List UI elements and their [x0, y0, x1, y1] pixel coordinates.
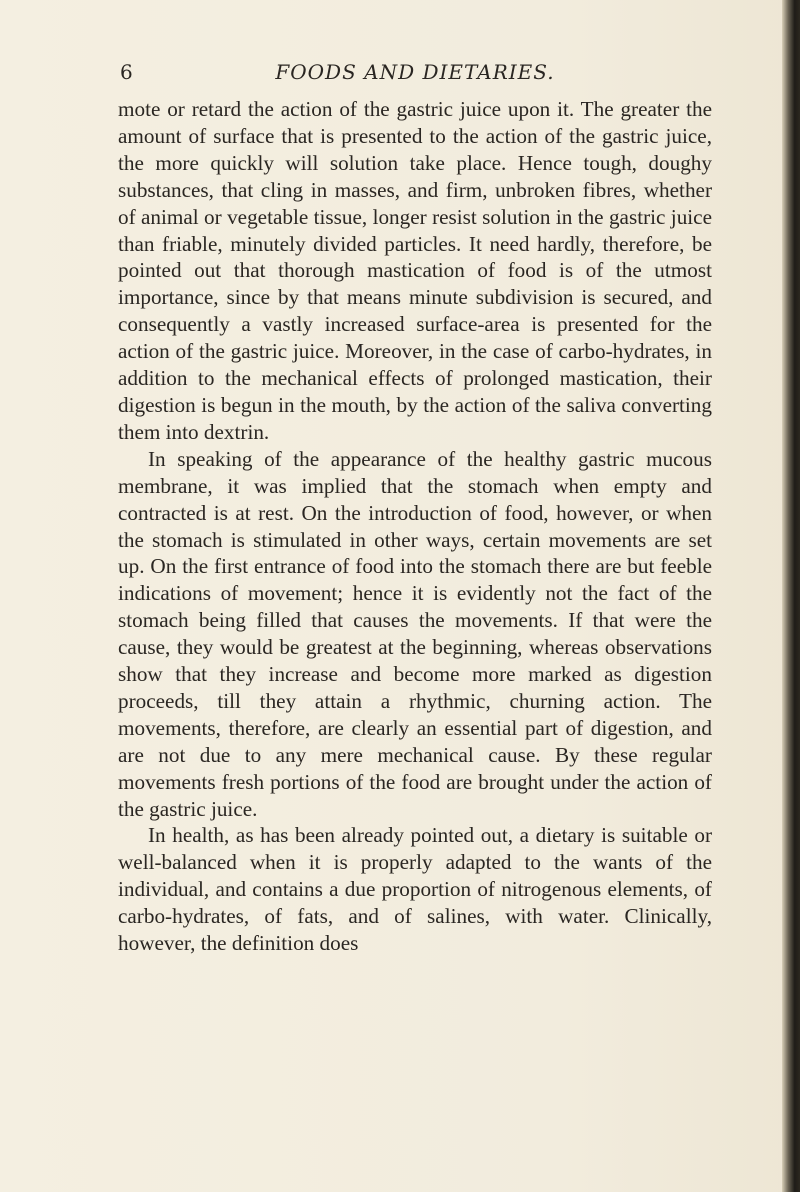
- paragraph-dietary-definition: In health, as has been already pointed out, a dietary is suitable or well-balanced when it is properly adapted to the wants of the individual, and contains a due proportion of nitrogenous elements, of carbo-hydrates, of fats, and of salines, with water. Clinically, however, the definition does: [118, 823, 712, 956]
- page-binding-edge: [782, 0, 800, 1192]
- page-header: [120, 60, 710, 90]
- running-title: FOODS AND DIETARIES.: [275, 60, 555, 84]
- paragraph-stomach-movements: In speaking of the appearance of the healthy gastric mucous membrane, it was implied that the stomach when empty and contracted is at rest. On the introduction of food, however, or when the stomach is stimulated in other ways, certain movements are set up. On the first entrance of food into the stomach there are but feeble indications of movement; hence it is evidently not the fact of the stomach being filled that causes the movements. If that were the cause, they would be greatest at the beginning, whereas observations show that they increase and become more marked as digestion proceeds, till they attain a rhythmic, churning action. The movements, therefore, are clearly an essential part of digestion, and are not due to any mere mechanical cause. By these regular movements fresh portions of the food are brought under the action of the gastric juice.: [118, 446, 712, 821]
- body-text: [118, 96, 712, 957]
- page-number: 6: [120, 60, 133, 84]
- paragraph-continued: mote or retard the action of the gastric juice upon it. The greater the amount of surface that is presented to the action of the gastric juice, the more quickly will solution take place. Hence tough, doughy substances, that cling in masses, and firm, unbroken fibres, whether of animal or vegetable tissue, longer resist solution in the gastric juice than friable, minutely divided particles. It need hardly, therefore, be pointed out that thorough mastication of food is of the utmost importance, since by that means minute subdivision is secured, and consequently a vastly increased surface-area is presented for the action of the gastric juice. Moreover, in the case of carbo-hydrates, in addition to the mechanical effects of prolonged mastication, their digestion is begun in the mouth, by the action of the saliva converting them into dextrin.: [118, 97, 712, 444]
